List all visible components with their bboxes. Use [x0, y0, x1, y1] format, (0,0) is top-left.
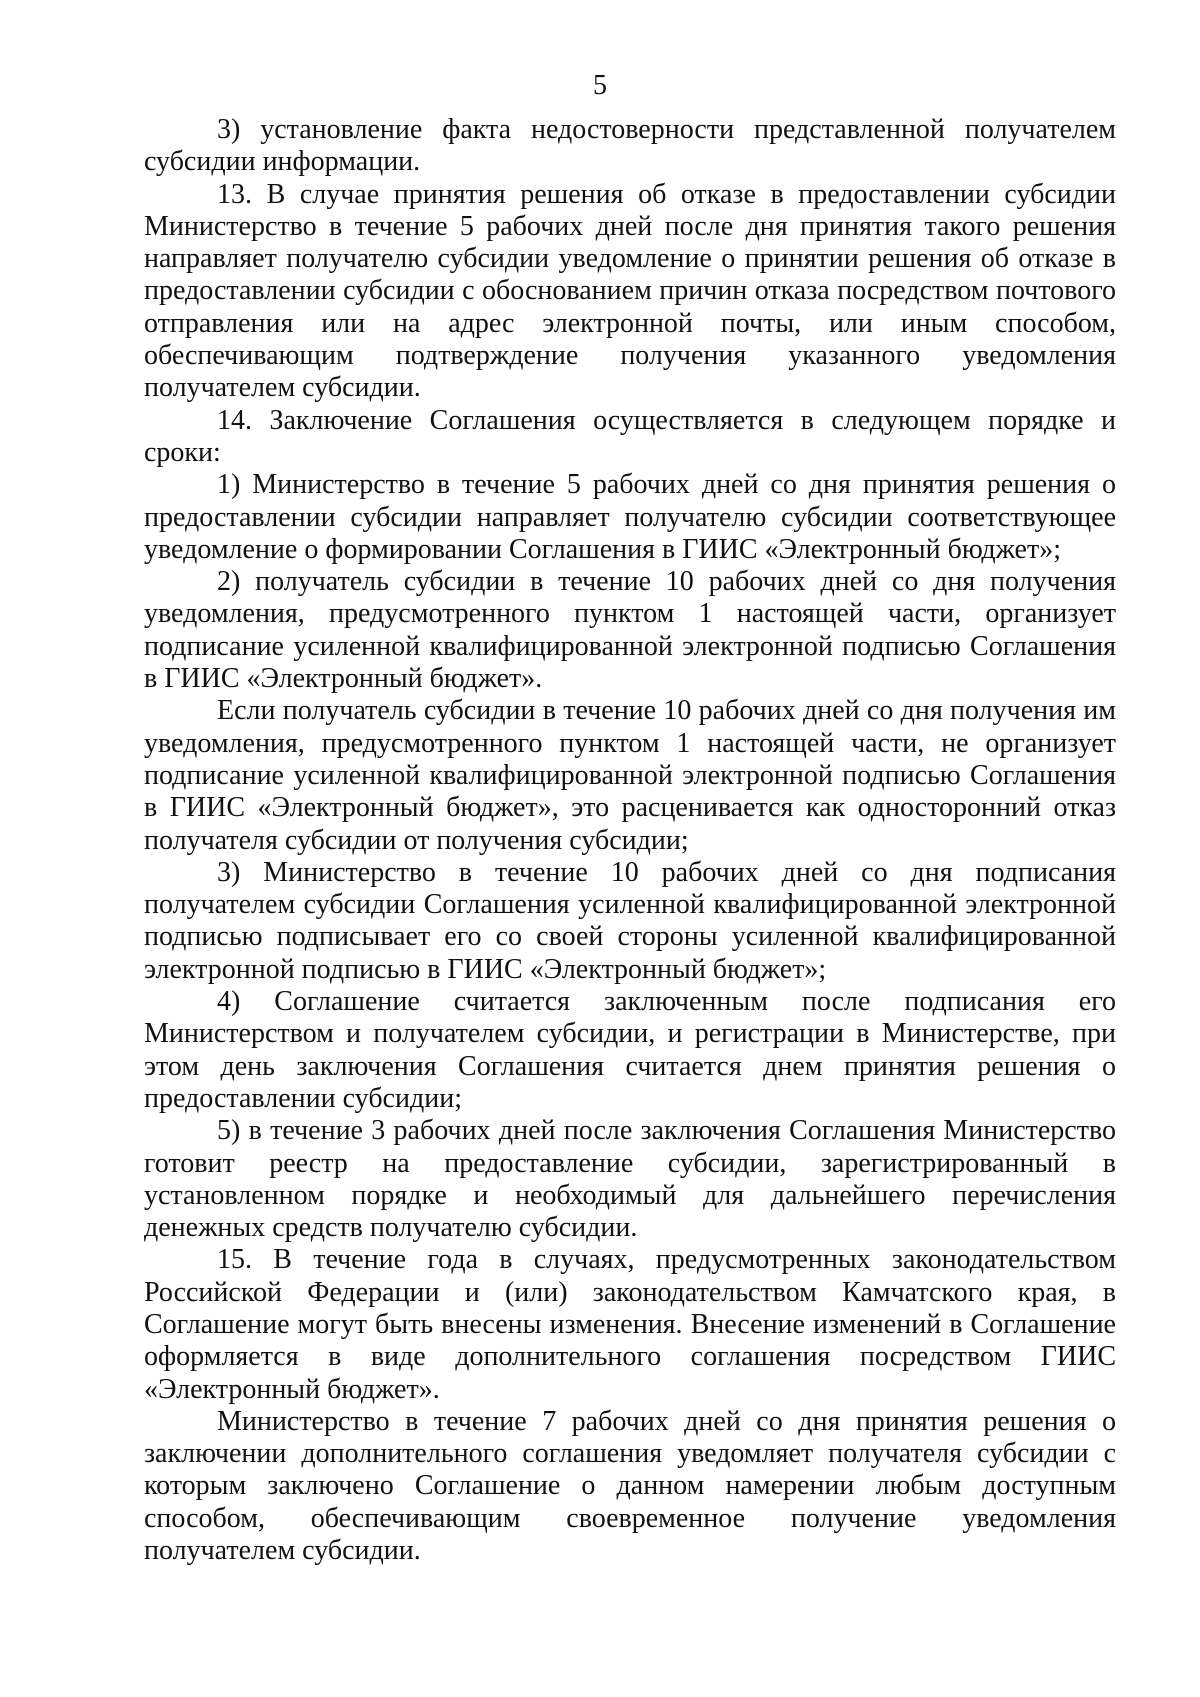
paragraph-14-item-1: 1) Министерство в течение 5 рабочих дней со дня принятия решения о предоставлении субсидии направляет получателю субсидии соответствующее уведомление о формировании Соглашения в ГИИС «Электронный бюджет»; — [144, 469, 1116, 565]
paragraph-14-agreement-procedure: 14. Заключение Соглашения осуществляется в следующем порядке и сроки: — [144, 404, 1116, 468]
paragraph-14-item-3: 3) Министерство в течение 10 рабочих дней со дня подписания получателем субсидии Соглашения усиленной квалифицированной электронной подписью подписывает его со своей стороны усиленной квалифицированной электронной подписью в ГИИС «Электронный бюджет»; — [144, 856, 1116, 985]
paragraph-14-item-5: 5) в течение 3 рабочих дней после заключения Соглашения Министерство готовит реестр на предоставление субсидии, зарегистрированный в установленном порядке и необходимый для дальнейшего перечисления денежных средств получателю субсидии. — [144, 1115, 1116, 1244]
paragraph-15-amendments: 15. В течение года в случаях, предусмотренных законодательством Российской Федерации и (или) законодательством Камчатского края, в Соглашение могут быть внесены изменения. Внесение изменений в Соглашение оформляется в виде дополнительного соглашения посредством ГИИС «Электронный бюджет». — [144, 1244, 1116, 1405]
paragraph-14-item-2-refusal: Если получатель субсидии в течение 10 рабочих дней со дня получения им уведомления, предусмотренного пунктом 1 настоящей части, не организует подписание усиленной квалифицированной электронной подписью Соглашения в ГИИС «Электронный бюджет», это расценивается как односторонний отказ получателя субсидии от получения субсидии; — [144, 695, 1116, 856]
paragraph-item-3-unreliable-info: 3) установление факта недостоверности представленной получателем субсидии информации. — [144, 114, 1116, 178]
paragraph-13-refusal-notice: 13. В случае принятия решения об отказе в предоставлении субсидии Министерство в течение 5 рабочих дней после дня принятия такого решения направляет получателю субсидии уведомление о принятии решения об отказе в предоставлении субсидии с обоснованием причин отказа посредством почтового отправления или на адрес электронной почты, или иным способом, обеспечивающим подтверждение получения указанного уведомления получателем субсидии. — [144, 178, 1116, 404]
paragraph-14-item-4: 4) Соглашение считается заключенным после подписания его Министерством и получателем субсидии, и регистрации в Министерстве, при этом день заключения Соглашения считается днем принятия решения о предоставлении субсидии; — [144, 986, 1116, 1114]
page-number: 5 — [593, 70, 607, 101]
paragraph-14-item-2: 2) получатель субсидии в течение 10 рабочих дней со дня получения уведомления, предусмотренного пунктом 1 настоящей части, организует подписание усиленной квалифицированной электронной подписью Соглашения в ГИИС «Электронный бюджет». — [144, 566, 1116, 695]
document-body — [144, 114, 1116, 1567]
paragraph-15-notification: Министерство в течение 7 рабочих дней со дня принятия решения о заключении дополнительного соглашения уведомляет получателя субсидии с которым заключено Соглашение о данном намерении любым доступным способом, обеспечивающим своевременное получение уведомления получателем субсидии. — [144, 1405, 1116, 1567]
